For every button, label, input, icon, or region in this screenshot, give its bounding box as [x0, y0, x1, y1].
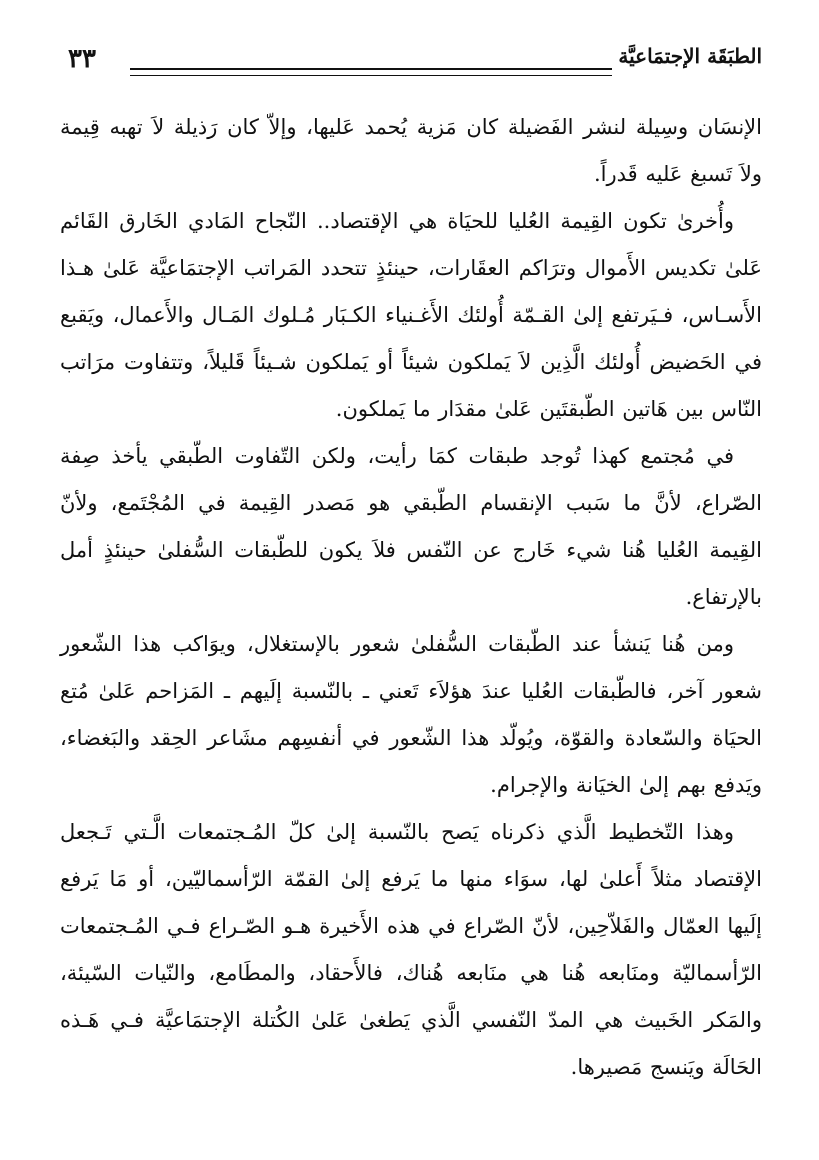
body-text: [60, 104, 762, 1091]
paragraph-1: الإنسَان وسِيلة لنشر الفَضيلة كان مَزية يُحمد عَليها، وإلاّ كان رَذيلة لاَ تهبه قِيمة ولاَ تَسبغ عَليه قَدراً.: [60, 115, 762, 186]
paragraph-5: وهذا التّخطيط الَّذي ذكرناه يَصح بالنّسبة إلىٰ كلّ المُـجتمعات الَّـتي تَـجعل الإقتصاد مثلاً أَعلىٰ لها، سوَاء منها ما يَرفع إلىٰ القمّة الرّأسماليّين، أو مَا يَرفع إلَيها العمّال والفَلاّحِين، لأنّ الصّراع في هذه الأَخيرة هـو الصّـراع فـي المُـجتمعات الرّأسماليّة ومنَابعه هُنا هي منَابعه هُناك، فالأَحقاد، والمطَامع، والنّيات السّيئة، والمَكر الخَبيث هي المدّ النّفسي الَّذي يَطغىٰ عَلىٰ الكُتلة الإجتمَاعيَّة فـي هَـذه الحَالَة ويَنسج مَصيرها.: [60, 820, 762, 1079]
page-header: [60, 38, 762, 86]
book-page: [60, 38, 762, 1091]
paragraph-4: ومن هُنا يَنشأ عند الطّبقات السُّفلىٰ شعور بالإستغلال، ويوَاكب هذا الشّعور شعور آخر، فالطّبقات العُليا عندَ هؤلاَء تَعني ـ بالنّسبة إلَيهم ـ المَزاحم عَلىٰ مُتع الحيَاة والسّعادة والقوّة، ويُولّد هذا الشّعور في أنفسِهم مشَاعر الحِقد والبَغضاء، ويَدفع بهم إلىٰ الخيَانة والإجرام.: [60, 632, 762, 797]
paragraph-3: في مُجتمع كهذا تُوجد طبقات كمَا رأيت، ولكن التّفاوت الطّبقي يأخذ صِفة الصّراع، لأنَّ ما سَبب الإنقسام الطّبقي هو مَصدر القِيمة في المُجْتَمع، ولأنّ القِيمة العُليا هُنا شيء خَارج عن النّفس فلاَ يكون للطّبقات السُّفلىٰ حينئذٍ أمل بالإرتفاع.: [60, 444, 762, 609]
paragraph-2: وأُخرىٰ تكون القِيمة العُليا للحيَاة هي الإقتصاد.. النّجاح المَادي الخَارق القَائم عَلىٰ تكديس الأَموال وترَاكم العقَارات، حينئذٍ تتحدد المَراتب الإجتمَاعيَّة عَلىٰ هـذا الأَسـاس، فـيَرتفع إلىٰ القـمّة أُولئك الأَغـنياء الكـبَار مُـلوك المَـال والأَعمال، ويَقبع في الحَضيض أُولئك الَّذِين لاَ يَملكون شيئاً أو يَملكون شـيئاً قَليلاً، وتتفاوت مرَاتب النّاس بين هَاتين الطّبقتَين عَلىٰ مقدَار ما يَملكون.: [60, 209, 762, 421]
page-number: ٣٣: [68, 44, 96, 74]
running-title: الطبَقَة الإجتمَاعيَّة: [618, 44, 762, 68]
header-rule: [130, 68, 612, 76]
